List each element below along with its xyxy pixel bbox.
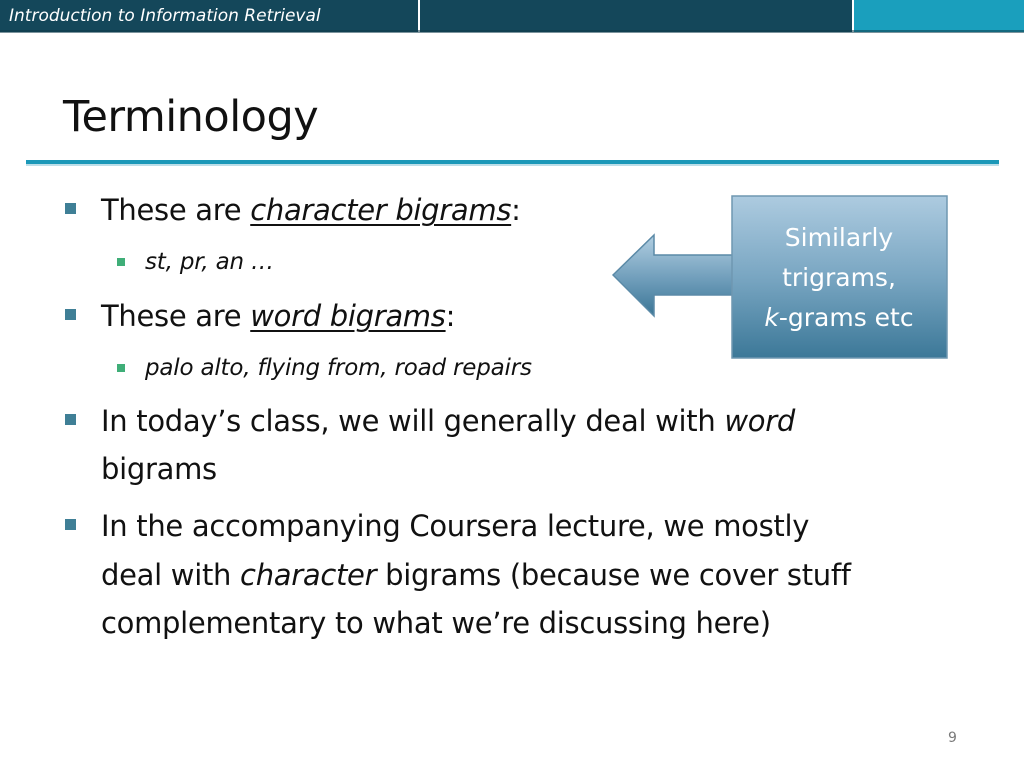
slide-title: Terminology (63, 92, 319, 142)
bullet-word-bigrams (101, 293, 455, 339)
bullet-marker (65, 414, 76, 425)
header-segment-accent (854, 0, 1024, 32)
bullet-text: deal with (101, 558, 241, 592)
bullet-text: bigrams (because we cover stuff (376, 558, 851, 592)
header-segment-middle (420, 0, 852, 32)
bullet-suffix: : (511, 193, 521, 227)
callout-k: k (764, 303, 779, 332)
callout-line3 (732, 298, 946, 338)
bullet-coursera-line1: In the accompanying Coursera lecture, we mostly (101, 509, 810, 543)
bullet-todays-class-line2: bigrams (101, 452, 217, 486)
callout-line1: Similarly (784, 223, 894, 252)
callout-text (732, 218, 946, 338)
bullet-marker (65, 203, 76, 214)
page-number: 9 (948, 730, 957, 746)
bullet-marker (65, 519, 76, 530)
header-underline (0, 30, 1024, 33)
bullet-coursera-line2 (101, 552, 851, 598)
sub-bullet-word-examples: palo alto, flying from, road repairs (145, 355, 532, 381)
sub-bullet-marker (117, 364, 125, 372)
term-character: character (240, 558, 377, 592)
course-title: Introduction to Information Retrieval (9, 6, 321, 26)
bullet-todays-class (101, 398, 795, 444)
title-divider-shadow (26, 164, 999, 166)
bullet-text: These are (101, 299, 251, 333)
term-word-bigrams: word bigrams (250, 299, 446, 333)
bullet-character-bigrams (101, 187, 521, 233)
bullet-coursera-line3: complementary to what we’re discussing here) (101, 606, 771, 640)
header-bar (0, 0, 1024, 32)
bullet-suffix: : (445, 299, 456, 333)
bullet-text: These are (101, 193, 251, 227)
callout-kgrams: -grams etc (778, 303, 914, 332)
term-character-bigrams: character bigrams (250, 193, 512, 227)
sub-bullet-marker (117, 258, 125, 266)
sub-bullet-character-examples: st, pr, an … (145, 249, 274, 275)
bullet-marker (65, 309, 76, 320)
term-word: word (724, 404, 795, 438)
callout-line2: trigrams, (782, 263, 896, 292)
bullet-text: In today’s class, we will generally deal with (101, 404, 725, 438)
